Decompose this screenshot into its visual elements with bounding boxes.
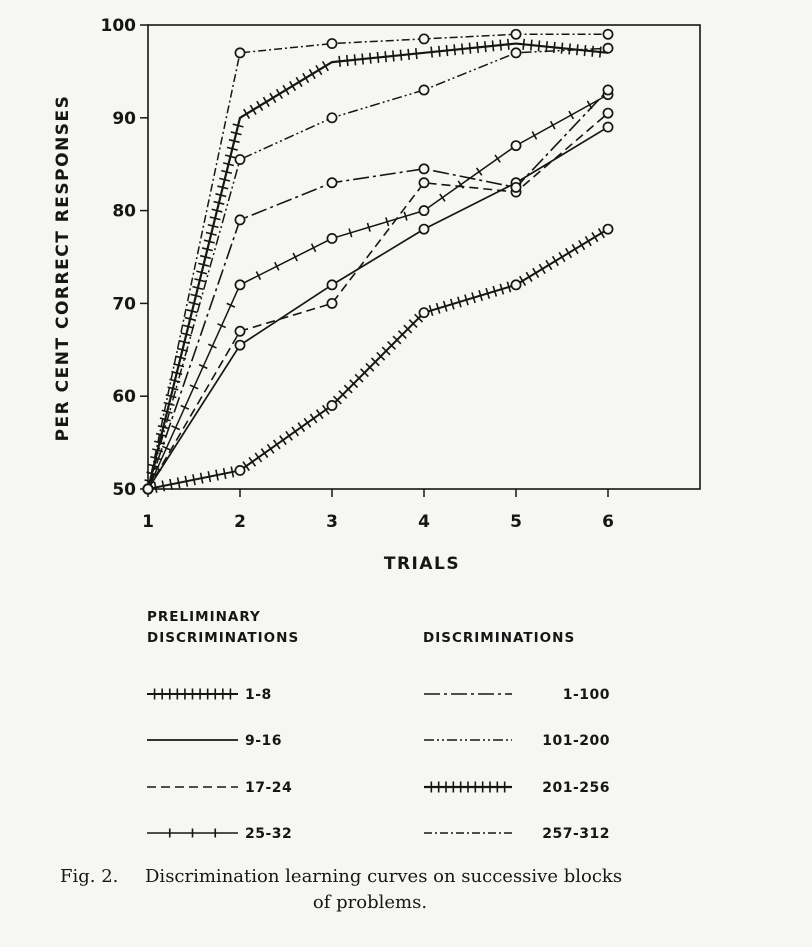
- data-point: [327, 401, 336, 410]
- series-line-cross-tick: [216, 470, 218, 481]
- series-line-cross-tick: [477, 168, 482, 175]
- series-line-cross-tick: [554, 42, 555, 53]
- legend-label: 101-200: [542, 733, 610, 749]
- series-line-cross-tick: [339, 56, 340, 67]
- data-point: [419, 164, 428, 173]
- data-point: [419, 206, 428, 215]
- series-line-cross-tick: [485, 41, 486, 52]
- data-point: [143, 484, 152, 493]
- series-line-cross-tick: [585, 236, 591, 245]
- figure-caption: [60, 866, 622, 913]
- data-point: [235, 215, 244, 224]
- data-point: [327, 178, 336, 187]
- series-line-cross-tick: [393, 50, 394, 61]
- x-tick-label: 3: [326, 512, 338, 532]
- series-line-cross-tick: [170, 479, 172, 490]
- series-201-256: [145, 39, 608, 489]
- legend-item-101-200: [424, 733, 610, 749]
- series-line: [148, 229, 608, 489]
- legend-label: 201-256: [542, 780, 610, 796]
- series-line-cross-tick: [439, 46, 440, 57]
- series-line-cross-tick: [600, 47, 601, 58]
- data-point: [419, 225, 428, 234]
- caption-line-1: Discrimination learning curves on successive blocks: [145, 866, 623, 887]
- series-line-cross-tick: [538, 40, 539, 51]
- series-line-cross-tick: [261, 449, 267, 458]
- data-point: [235, 466, 244, 475]
- series-line-cross-tick: [477, 42, 478, 53]
- x-tick-label: 4: [418, 512, 430, 532]
- data-point: [603, 85, 612, 94]
- series-line: [148, 48, 608, 489]
- legend-label: 9-16: [245, 733, 283, 749]
- series-line-cross-tick: [280, 436, 286, 445]
- legend-label: 257-312: [542, 826, 610, 842]
- data-point: [235, 155, 244, 164]
- data-point: [235, 48, 244, 57]
- legend-label: 25-32: [245, 826, 293, 842]
- series-line-cross-tick: [274, 440, 280, 449]
- legend-label: 1-100: [562, 687, 610, 703]
- legend-heading-preliminary: PRELIMINARY: [147, 609, 261, 625]
- series-line-cross-tick: [193, 474, 195, 485]
- series-line-cross-tick: [440, 194, 445, 201]
- data-point: [419, 308, 428, 317]
- series-line-cross-tick: [185, 476, 187, 487]
- series-line-cross-tick: [208, 471, 210, 482]
- series-line-cross-tick: [500, 40, 501, 51]
- data-point: [419, 178, 428, 187]
- data-point: [235, 327, 244, 336]
- series-line-cross-tick: [492, 40, 493, 51]
- series-line-cross-tick: [572, 244, 578, 253]
- caption-figure-label: Fig. 2.: [60, 866, 119, 887]
- data-point: [235, 280, 244, 289]
- series-line-cross-tick: [385, 51, 386, 62]
- series-layer: [143, 30, 612, 494]
- series-line-cross-tick: [400, 50, 401, 61]
- series-1-8: [143, 225, 612, 494]
- series-line-cross-tick: [592, 46, 593, 57]
- series-line-cross-tick: [523, 39, 524, 50]
- legend-item-9-16: [147, 733, 282, 749]
- data-point: [511, 30, 520, 39]
- data-point: [603, 225, 612, 234]
- series-line-cross-tick: [495, 155, 500, 162]
- series-line-cross-tick: [408, 49, 409, 60]
- series-line-cross-tick: [539, 264, 545, 273]
- series-line-cross-tick: [592, 232, 598, 241]
- legend-label: 1-8: [245, 687, 272, 703]
- series-line-cross-tick: [526, 272, 532, 281]
- data-point: [511, 141, 520, 150]
- series-line: [148, 90, 608, 489]
- legend-item-201-256: [424, 780, 610, 796]
- x-tick-label: 1: [142, 512, 154, 532]
- series-line-cross-tick: [569, 44, 570, 55]
- series-line-cross-tick: [155, 482, 157, 493]
- data-point: [235, 341, 244, 350]
- legend-label: 17-24: [245, 780, 293, 796]
- series-line-cross-tick: [446, 45, 447, 56]
- series-line-cross-tick: [508, 39, 509, 50]
- y-tick-label: 90: [112, 108, 136, 129]
- series-line-cross-tick: [469, 43, 470, 54]
- legend: [147, 609, 610, 842]
- series-line-cross-tick: [304, 418, 310, 427]
- data-point: [327, 113, 336, 122]
- series-line-cross-tick: [292, 427, 298, 436]
- y-tick-label: 100: [100, 16, 136, 36]
- series-line-cross-tick: [354, 54, 355, 65]
- legend-item-17-24: [147, 780, 292, 796]
- y-tick-label: 70: [112, 294, 136, 315]
- series-line: [148, 44, 608, 489]
- legend-heading-discriminations: DISCRIMINATIONS: [423, 630, 576, 646]
- legend-item-1-100: [424, 687, 610, 703]
- series-line-cross-tick: [231, 467, 233, 478]
- series-line-cross-tick: [454, 44, 455, 55]
- series-line-cross-tick: [249, 457, 255, 466]
- series-line: [148, 34, 608, 489]
- series-line-cross-tick: [267, 444, 273, 453]
- series-line-cross-tick: [201, 473, 203, 484]
- series-line-cross-tick: [533, 268, 539, 277]
- series-line-cross-tick: [462, 44, 463, 55]
- x-axis-title: TRIALS: [383, 554, 461, 574]
- series-line-cross-tick: [546, 41, 547, 52]
- series-line-cross-tick: [553, 256, 559, 265]
- series-line-cross-tick: [362, 54, 363, 65]
- series-line-cross-tick: [584, 45, 585, 56]
- data-point: [327, 39, 336, 48]
- data-point: [511, 183, 520, 192]
- series-line-cross-tick: [310, 414, 316, 423]
- data-point: [511, 280, 520, 289]
- data-point: [511, 48, 520, 57]
- data-point: [327, 299, 336, 308]
- series-line: [148, 95, 608, 489]
- series-line-cross-tick: [224, 468, 226, 479]
- series-line-cross-tick: [579, 240, 585, 249]
- data-point: [603, 30, 612, 39]
- data-point: [419, 34, 428, 43]
- legend-item-257-312: [424, 826, 610, 842]
- series-line-cross-tick: [377, 52, 378, 63]
- series-line-cross-tick: [416, 48, 417, 59]
- y-tick-label: 60: [112, 387, 136, 408]
- x-tick-label: 6: [602, 512, 614, 532]
- series-line-cross-tick: [577, 44, 578, 55]
- series-line-cross-tick: [559, 252, 565, 261]
- series-9-16: [143, 122, 612, 493]
- series-line-cross-tick: [566, 248, 572, 257]
- legend-item-1-8: [147, 687, 272, 703]
- data-point: [327, 280, 336, 289]
- series-257-312: [143, 30, 612, 494]
- series-1-100: [143, 85, 612, 493]
- series-line-cross-tick: [298, 423, 304, 432]
- caption-line-2: of problems.: [312, 892, 428, 913]
- legend-heading-preliminary-sub: DISCRIMINATIONS: [147, 630, 300, 646]
- y-tick-label: 50: [112, 480, 136, 500]
- data-point: [603, 122, 612, 131]
- x-tick-label: 5: [510, 512, 522, 532]
- x-tick-label: 2: [234, 512, 246, 532]
- data-point: [419, 85, 428, 94]
- y-tick-label: 80: [112, 201, 136, 222]
- y-axis-title: PER CENT CORRECT RESPONSES: [53, 94, 73, 442]
- legend-item-25-32: [147, 826, 292, 842]
- series-line-cross-tick: [178, 477, 180, 488]
- series-line-cross-tick: [255, 453, 261, 462]
- series-line-cross-tick: [317, 410, 323, 419]
- data-point: [327, 234, 336, 243]
- series-line-cross-tick: [531, 40, 532, 51]
- series-line-cross-tick: [546, 260, 552, 269]
- series-line-cross-tick: [370, 53, 371, 64]
- series-25-32: [143, 90, 612, 494]
- data-point: [603, 109, 612, 118]
- series-line-cross-tick: [561, 43, 562, 54]
- legend-items: [147, 687, 610, 842]
- series-line-cross-tick: [431, 47, 432, 58]
- series-line: [148, 127, 608, 489]
- series-line-cross-tick: [286, 431, 292, 440]
- series-line-cross-tick: [347, 55, 348, 66]
